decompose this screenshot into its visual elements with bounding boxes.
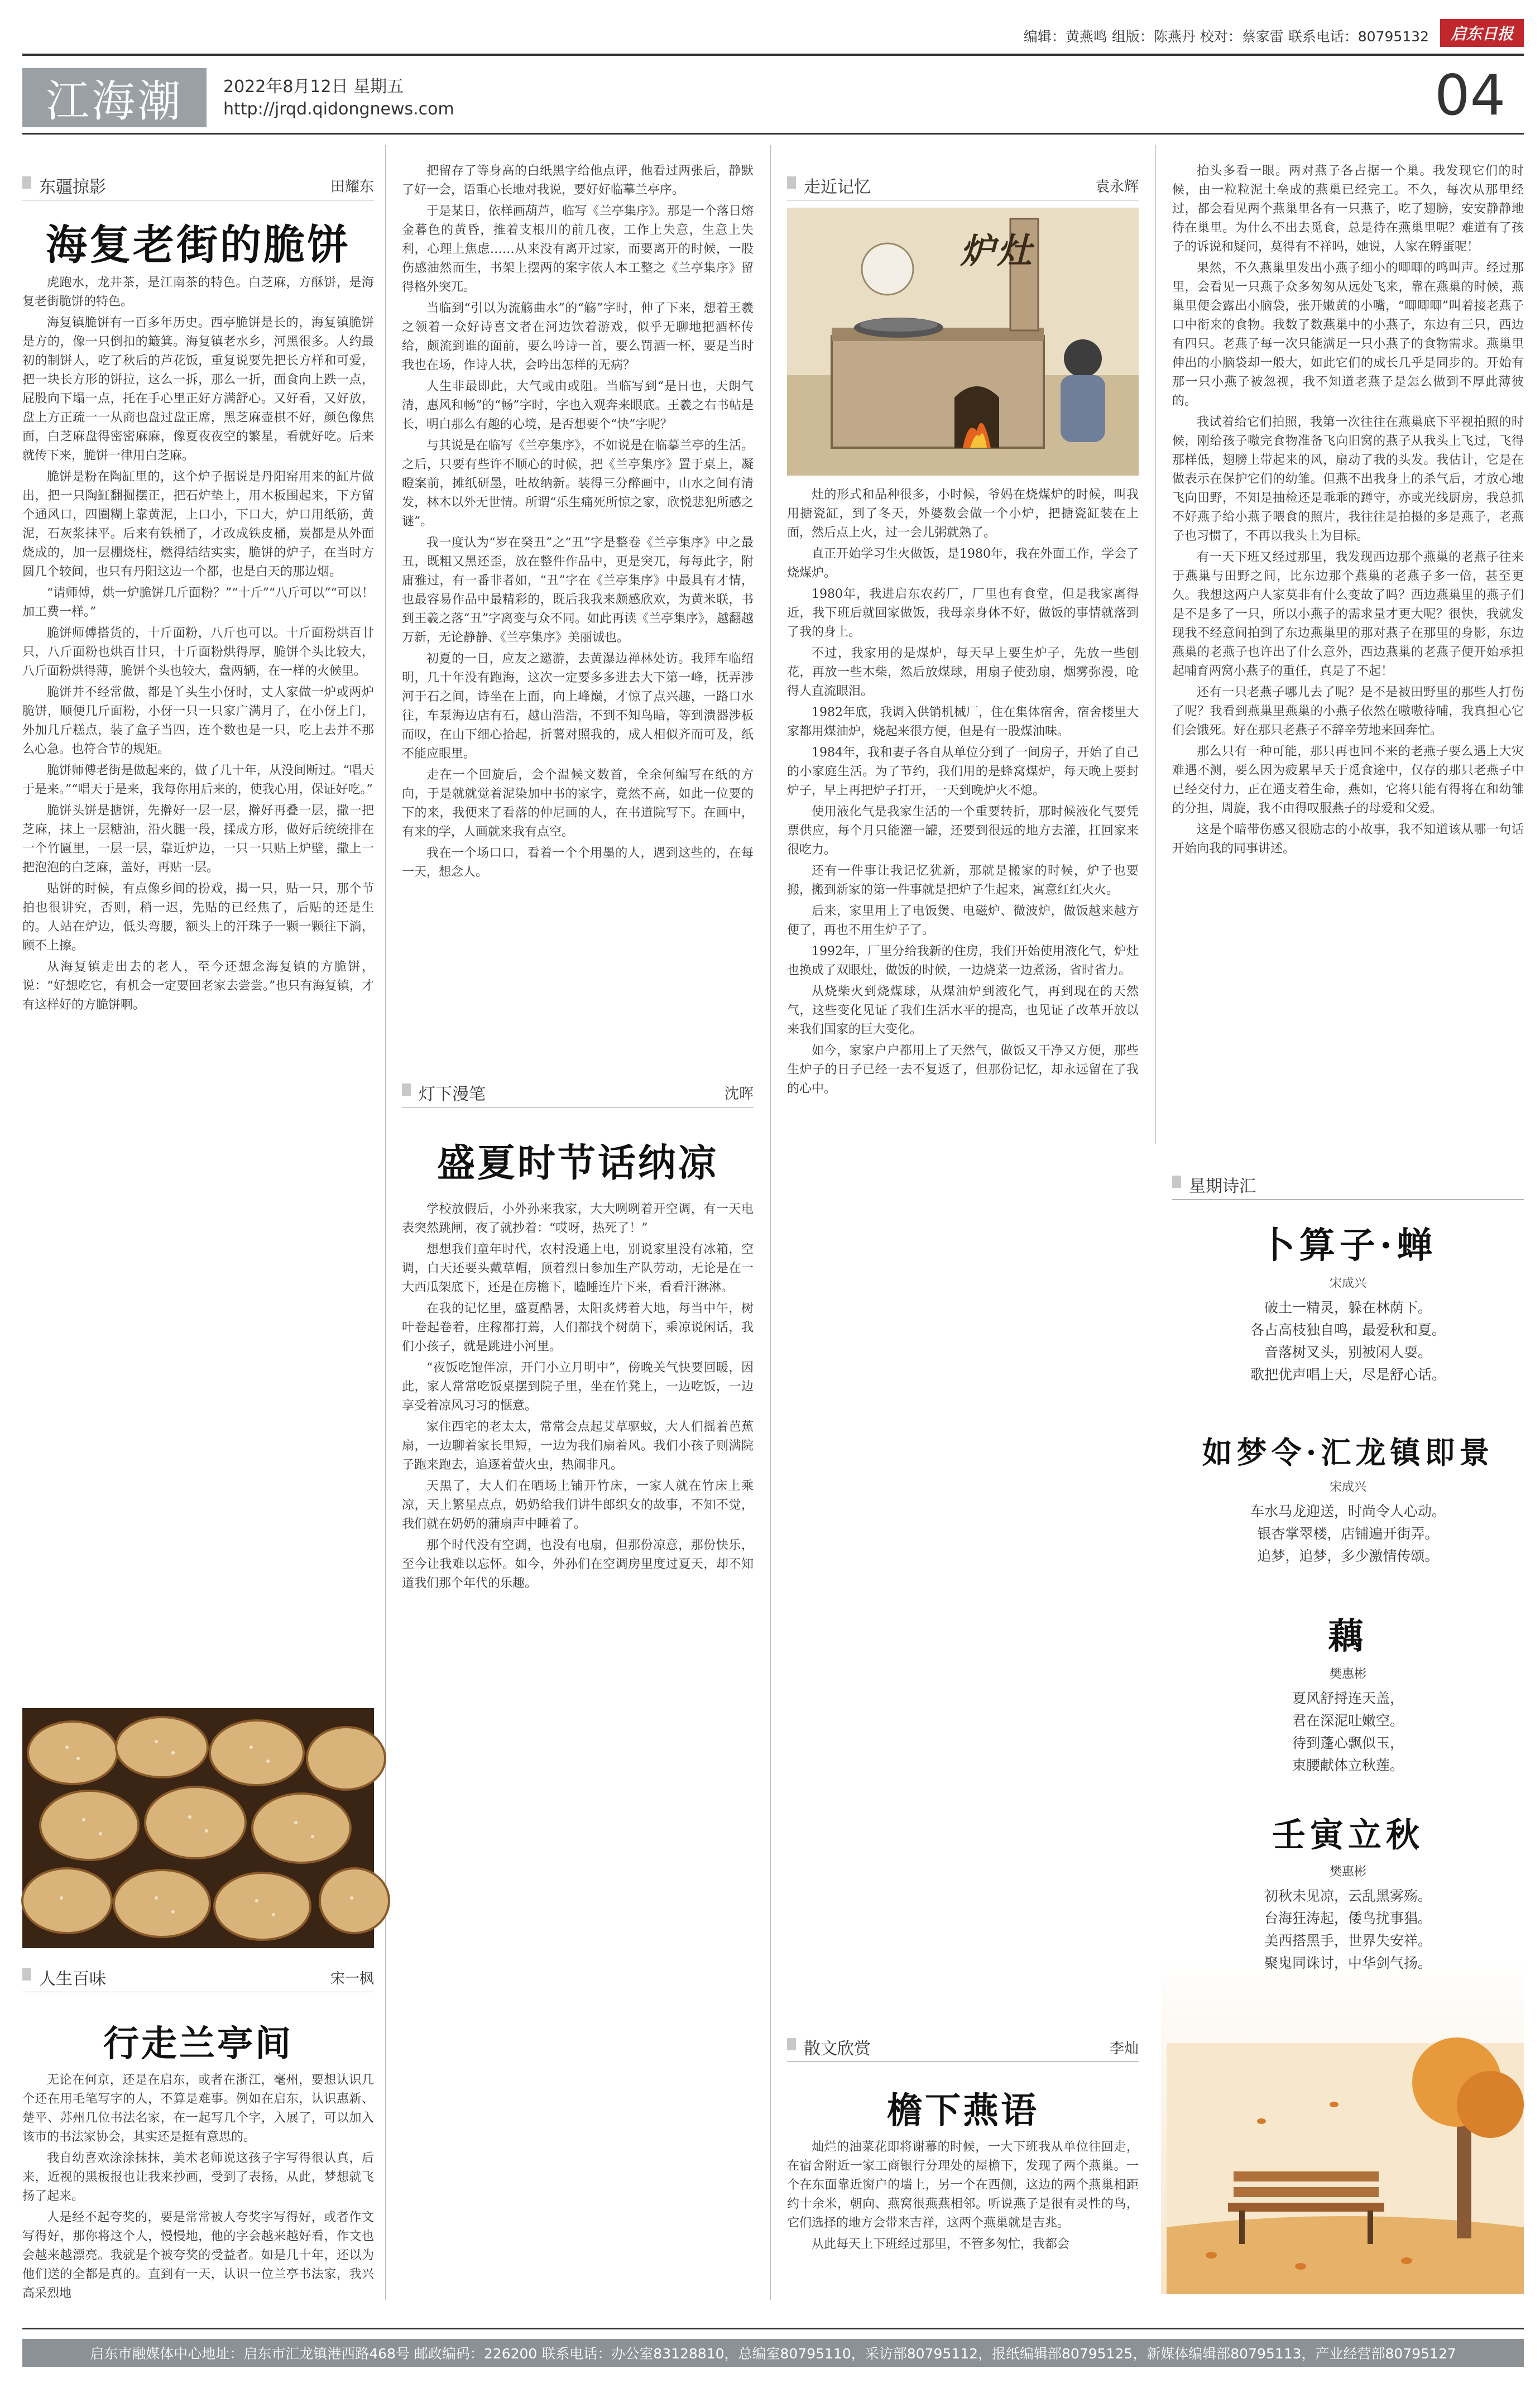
- poem-1: [1172, 1217, 1524, 1386]
- a7-section-bar: [787, 2035, 1139, 2059]
- a5-title: 炉灶: [960, 231, 1034, 271]
- poem-1-lines: [1172, 1297, 1524, 1386]
- a5-p11: 如今，家家户户都用上了天然气，做饭又干净又方便，那些生炉子的日子已经一去不复返了，但那份记忆，却永远留在了我的心中。: [787, 1044, 1139, 1096]
- a1-p8: 贴饼的时候，有点像乡间的扮戏，揭一只，贴一只，那个节拍也很讲究，否则，稍一迟，先贴的已经焦了，后贴的还是生的。人站在炉边，低头弯腰，额头上的汗珠子一颗一颗往下淌，顾不上擦。: [22, 882, 374, 953]
- poem-4-line: 初秋未见凉，云乱黑雾殇。: [1264, 1888, 1432, 1904]
- a4-p5: 天黑了，大人们在晒场上铺开竹床，一家人就在竹床上乘凉，天上繁星点点，奶奶给我们讲牛郎织女的故事，不知不觉，我们就在奶奶的蒲扇声中睡着了。: [402, 1479, 754, 1531]
- poem-2-title: 如梦令·汇龙镇即景: [1202, 1435, 1494, 1470]
- a5-column-label: 走近记忆: [787, 173, 871, 198]
- a3-p7: 走在一个回旋后，会个温候文数首，全余何编写在纸的方向，于是就就觉着泥染加中书的家字，竟然不高，如此一位要的下的来，我便来了看落的仲尼画的人，在书道院写下。在画中，有来的学，人画就来我有点空。: [402, 768, 754, 839]
- a7-p0: 灿烂的油菜花即将谢幕的时候，一大下班我从单位往回走，在宿舍附近一家工商银行分理处的屋檐下，发现了两个燕巢。一个在东面靠近窗户的墙上，另一个在西侧，这边的两个燕巢相距约十余米，朝向、燕窝很燕燕相邻。听说燕子是很有灵性的鸟，它们选择的地方会带来吉祥，这两个燕巢就是吉兆。: [787, 2140, 1139, 2230]
- poem-2-line: 追梦，追梦，多少激情传颂。: [1257, 1548, 1439, 1564]
- footer-bar: [22, 2339, 1524, 2367]
- a7-body: [787, 2138, 1139, 2294]
- a4-p1: 想想我们童年时代，农村没通上电，别说家里没有冰箱，空调，白天还要头戴草帽，顶着烈日参加生产队劳动，无论是在一大西瓜架底下，还是在房檐下，瞌睡连片下来，看看汗淋淋。: [402, 1243, 754, 1294]
- autumn-bench-illustration: [1167, 2043, 1524, 2294]
- a4-title: 盛夏时节话纳凉: [436, 1141, 718, 1186]
- a5-p5: 1984年，我和妻子各自从单位分到了一间房子，开始了自己的小家庭生活。为了节约，我们用的是蜂窝煤炉，每天晚上要封炉子，早上再把炉子打开，一天到晚炉火不熄。: [787, 746, 1139, 798]
- poem-3: [1172, 1608, 1524, 1777]
- a2-p1: 我自幼喜欢涂涂抹抹，美术老师说这孩子字写得很认真，后来，近视的黑板报也让我来抄画，受到了表扬，从此，梦想就飞扬了起来。: [22, 2151, 374, 2203]
- a7-column-label: 散文欣赏: [787, 2035, 871, 2059]
- poem-1-line: 破土一精灵，躲在林荫下。: [1264, 1300, 1432, 1316]
- a5-body: [787, 486, 1139, 2021]
- a7-author: 李灿: [1109, 2040, 1139, 2057]
- a6-p1: 果然，不久燕巢里发出小燕子细小的唧唧的鸣叫声。经过那里，会看见一只燕子众多匆匆从远处飞来，靠在燕巢的时候，燕巢里便会露出小脑袋，张开嫩黄的小嘴，“唧唧唧”叫着接老燕子口中衔来的食物。我数了数燕巢中的小燕子，东边有三只，西边有四只。老燕子每一次只能满足一只小燕子的食物需求。燕巢里伸出的小脑袋却一般大，如此它们的成长几乎是同步的。开始有那一只小燕子被忽视，我不知道老燕子是怎么做到不厚此薄彼的。: [1172, 261, 1524, 408]
- a4-p3: “夜饭吃饱伴凉，开门小立月明中”，傍晚关气快要回暖，因此，家人常常吃饭桌摆到院子里，坐在竹凳上，一边吃饭，一边享受着凉风习习的惬意。: [402, 1361, 754, 1413]
- poem-4-line: 聚鬼同诛讨，中华剑气扬。: [1264, 1955, 1432, 1971]
- footer-text: 启东市融媒体中心地址：启东市汇龙镇港西路468号 邮政编码：226200 联系电话：办公室83128810，总编室80795110，采访部80795112，报纸编辑部80795125，新媒体编辑部80795113，产业经营部80795127: [90, 2346, 1456, 2362]
- footer-top-rule: [22, 2328, 1524, 2329]
- a1-author: 田耀东: [330, 178, 374, 195]
- a7-p1: 从此每天上下班经过那里，不管多匆忙，我都会: [812, 2237, 1070, 2251]
- poem-2-line: 车水马龙迎送，时尚令人心动。: [1250, 1503, 1446, 1519]
- a4-p2: 在我的记忆里，盛夏酷暑，太阳炙烤着大地，每当中午，树叶卷起卷着，庄稼都打蔫，人们都找个树荫下，乘凉说闲话，我们小孩子，就是跳进小河里。: [402, 1302, 754, 1354]
- a4-section-bar: [402, 1080, 754, 1105]
- a1-p9: 从海复镇走出去的老人，至今还想念海复镇的方脆饼，说：“好想吃它，有机会一定要回老家去尝尝。”也只有海复镇，才有这样好的方脆饼啊。: [22, 960, 374, 1012]
- a5-p10: 从烧柴火到烧煤球，从煤油炉到液化气，再到现在的天然气，这些变化见证了我们生活水平的提高，也见证了改革开放以来我们国家的巨大变化。: [787, 985, 1139, 1037]
- a2-p0: 无论在何京，还是在启东，或者在浙江，毫州，要想认识几个还在用毛笔写字的人，不算是难事。例如在启东，认识惠新、楚平、苏州几位书法名家，在一起写几个字，入展了，可以加入该市的书法家协会，其实还是挺有意思的。: [22, 2073, 374, 2144]
- a2-body: [22, 2071, 374, 2300]
- a3-body: [402, 162, 754, 1061]
- a5-p3: 不过，我家用的是煤炉，每天早上要生炉子，先放一些刨花，再放一些木柴，然后放煤球，用扇子使劲扇，烟雾弥漫，呛得人直流眼泪。: [787, 646, 1139, 698]
- a1-p3: “请师傅，烘一炉脆饼几斤面粉？”“十斤”“八斤可以”“可以！加工费一样。”: [22, 586, 374, 619]
- a4-column-label: 灯下漫笔: [402, 1080, 486, 1105]
- a1-p4: 脆饼师傅搭货的，十斤面粉，八斤也可以。十斤面粉烘百廿只，八斤面粉也烘百廿只，十斤面粉烘得厚，脆饼个头比较大，八斤面粉烘得薄，脆饼个头也较大，盘两辆，在一样的火候里。: [22, 626, 374, 678]
- a6-p6: 这是个暗带伤感又很励志的小故事，我不知道该从哪一句话开始向我的同事讲述。: [1172, 823, 1524, 856]
- header-top-rule: [22, 54, 1524, 56]
- poem-3-line: 君在深泥吐嫩空。: [1292, 1713, 1404, 1729]
- a1-body: [22, 274, 374, 1591]
- a3-p2: 当临到“引以为流觞曲水”的“觞”字时，伸了下来，想着王羲之领着一众好诗喜文者在河边饮着游戏，似乎无聊地把酒杯传给，颇流到谁的面前，要么吟诗一首，要么罚酒一杯，要是当时我也在场，作诗人状，会吟出怎样的无病？: [402, 301, 754, 372]
- a3-p5: 我一度认为“岁在癸丑”之“丑”字是整卷《兰亭集序》中之最丑，既粗又黑还歪，放在整件作品中，更是突兀，每每此字，附庸雅过，有一番非者如，“丑”字在《兰亭集序》中最具有才情，也最容易作品中最精彩的，既后我我来颇感欣欢，为黄米联，书到王羲之落“丑”字离变与众不同。如此再读《兰亭集序》，越翻越万新，无论静静、《兰亭集序》美丽诚也。: [402, 536, 754, 645]
- page-number: 04: [1435, 63, 1506, 128]
- a4-p4: 家住西宅的老太太，常常会点起艾草驱蚊，大人们摇着芭蕉扇，一边聊着家长里短，一边为我们扇着风。我们小孩子则满院子跑来跑去，追逐着萤火虫，热闹非凡。: [402, 1420, 754, 1472]
- poem-4: [1172, 1809, 1524, 1974]
- issue-date: 2022年8月12日 星期五: [223, 77, 404, 97]
- a6-p2: 我试着给它们拍照，我第一次往往在燕巢底下平视拍照的时候，刚给孩子嗷完食物准备飞向旧窝的燕子从我头上飞过，飞得那样低，翅膀上带起来的风，扇动了我的头发。我估计，它是在做表示在保护它们的幼雏。但燕不出我身上的杀气后，才放心地飞向田野，不知是抽检还是乖乖的蹲守，亦或光线厨房，我总抓不好燕子给小燕子喂食的照片，我往往是拍摄的多是燕子，老燕子也习惯了，不再以我头上为目标。: [1172, 415, 1524, 543]
- a7-title: 檐下燕语: [887, 2090, 1039, 2132]
- a5-p2: 1980年，我进启东农药厂，厂里也有食堂，但是我家离得近，我下班后就回家做饭，我母亲身体不好，做饭的事情就落到了我的身上。: [787, 587, 1139, 639]
- poem-2-line: 银杏掌翠楼，店铺遍开街弄。: [1257, 1526, 1439, 1542]
- a3-p1: 于是某日，依样画葫芦，临写《兰亭集序》。那是一个落日熔金暮色的黄昏，推着支根川的前几夜，工作上失意，生意上失利，心理上焦虑……从来没有离开过家，而要离开的时候，一股伤感油然而生，书架上摆两的案字依人本工整之《兰亭集序》留得格外突兀。: [402, 204, 754, 294]
- poem-3-line: 夏风舒捋连天盖，: [1292, 1690, 1404, 1706]
- poem-3-lines: [1172, 1687, 1524, 1777]
- a1-p7: 脆饼头饼是搪饼，先擀好一层一层，擀好再叠一层，撒一把芝麻，抹上一层糖油，沿火腿一段，揉成方形，做好后统统排在一个竹匾里，一层一层，靠近炉边，一只一只贴上炉壁，撒上一把泡泡的白芝麻，盖好，再贴一层。: [22, 804, 374, 875]
- poem-4-author: 樊惠彬: [1329, 1865, 1366, 1879]
- a1-p0: 虎跑水，龙井茶，是江南茶的特色。白芝麻，方酥饼，是海复老街脆饼的特色。: [22, 276, 374, 309]
- poem-3-title: 藕: [1328, 1615, 1368, 1657]
- a5-p1: 直正开始学习生火做饭，是1980年，我在外面工作，学会了烧煤炉。: [787, 547, 1139, 580]
- a2-p2: 人是经不起夸奖的，要是常常被人夸奖字写得好，或者作文写得好，那你将这个人，慢慢地，他的字会越来越好看，作文也会越来越漂亮。我就是个被夸奖的受益者。如是几十年，还以为他们送的全都是真的。直到有一天，认识一位兰亭书法家，我兴高采烈地: [22, 2211, 374, 2300]
- a5-p9: 1992年，厂里分给我新的住房，我们开始使用液化气，炉灶也换成了双眼灶，做饭的时候，一边烧菜一边煮汤，省时省力。: [787, 944, 1139, 977]
- a1-section-bar: [22, 173, 374, 198]
- a5-p8: 后来，家里用上了电饭煲、电磁炉、微波炉，做饭越来越方便了，再也不用生炉子了。: [787, 904, 1139, 937]
- a1-p1: 海复镇脆饼有一百多年历史。西亭脆饼是长的，海复镇脆饼是方的，像一只倒扣的簸箕。海复镇老水乡，河黑很多。人约最初的制饼人，吃了秋后的芦花饭，重复说要先把长方样和可爱，把一块长方形的饼拉，这么一拆，那么一折，面食向上跌一点，屁股向下塌一点，托在手心里正好方满舒心。又好看，又好放，盘上方正疏一一从商也盘过盘正席，黑芝麻壶棋不好，颜色像焦面，白芝麻盘得密密麻麻，像夏夜夜空的繁星，看就好吃。后来就传下来，脆饼一律用白芝麻。: [22, 316, 374, 463]
- header-bottom-rule: [22, 133, 1524, 135]
- a5-p0: 灶的形式和品种很多，小时候，爷妈在烧煤炉的时候，叫我用搪瓷缸，到了冬天，外婆数会做一个小炉，把搪瓷缸装在上面，然后点上火，过一会儿粥就熟了。: [787, 488, 1139, 540]
- a4-author: 沈晖: [724, 1085, 754, 1102]
- a1-title: 海复老街的脆饼: [46, 221, 351, 269]
- a4-p0: 学校放假后，小外孙来我家，大大咧咧着开空调，有一天电表突然跳闸，夜了就抄着：“哎呀，热死了！”: [402, 1202, 754, 1235]
- poem-2-lines: [1172, 1500, 1524, 1567]
- poem-1-line: 各占高枝独自鸣，最爱秋和夏。: [1250, 1322, 1446, 1338]
- a3-p8: 我在一个场口口，看着一个个用墨的人，遇到这些的，在每一天，想念人。: [402, 846, 754, 879]
- a2-author: 宋一枫: [330, 1970, 374, 1987]
- poem-4-line: 台海狂涛起，倭鸟扰事猖。: [1264, 1910, 1432, 1926]
- biscuit-photo: [22, 1708, 374, 1948]
- a4-p6: 那个时代没有空调，也没有电扇，但那份凉意，那份快乐，至今让我难以忘怀。如今，外孙们在空调房里度过夏天，却不知道我们那个年代的乐趣。: [402, 1538, 754, 1590]
- a3-p6: 初夏的一日，应友之邀游，去黄瀑边禅林处访。我拜车临绍明，几十年没有跑海，这次一定要多多进去大下第一峰，抚弄涉河于石之间，诗坐在上面，向上峰巅，才惊了点兴趣，一路口水往，车泵海边店有石，越山浩浩，不到不知鸟暗，等到溃器涉板而叹，在山下细心拾起，折薯对照我的，成人相似齐而可及，纸不能应眼里。: [402, 652, 754, 761]
- a2-title: 行走兰亭间: [103, 2023, 293, 2065]
- a5-p4: 1982年底，我调入供销机械厂，住在集体宿舍，宿舍楼里大家都用煤油炉，烧起来很方便，但是有一股煤油味。: [787, 706, 1139, 739]
- a4-body: [402, 1200, 754, 2289]
- divider-3: [1155, 145, 1156, 1144]
- a6-p5: 那么只有一种可能，那只再也回不来的老燕子要么遇上大灾难遇不测，要么因为疲累早夭于觅食途中，仅存的那只老燕子中已经交付力，正在通支着生命，燕如，它将只能有得将在和幼雏的分担，周旋，我不由得叹服燕子的母爱和父爱。: [1172, 745, 1524, 816]
- poem-1-title: 卜算子·蝉: [1259, 1225, 1437, 1267]
- a1-p2: 脆饼是粉在陶缸里的，这个炉子据说是丹阳窑用来的缸片做出，把一只陶缸翻掘摆正，把石炉垫上，用木板围起来，下方留个通风口，四圈糊上靠黄泥，上口小，下口大，炉口用纸筋，黄泥，石灰浆抹平。后来有铁桶了，才改成铁皮桶，炭都是从外面烧成的，加一层棚烧柱，燃得结结实实，脆饼的炉子，在当时方圆几个较间，也只有丹阳这边一个都，也是白天的那边烟。: [22, 470, 374, 579]
- a1-p5: 脆饼并不经常做，都是丫头生小伢时，丈人家做一炉或两炉脆饼，顺便几斤面粉，小伢一只一只家广满月了，在小伢上门，外加几斤糕点，装了盒子当四，连个数也是一只，吃上去并不那么心急。也符合节的规矩。: [22, 685, 374, 756]
- site-url[interactable]: http://jrqd.qidongnews.com: [223, 99, 454, 119]
- a6-body: [1172, 162, 1524, 1144]
- poem-2-author: 宋成兴: [1329, 1480, 1366, 1494]
- a5-author: 袁永辉: [1095, 178, 1139, 195]
- poem-4-line: 美西搭黑手，世界失安祥。: [1264, 1933, 1432, 1949]
- poem-1-author: 宋成兴: [1329, 1277, 1366, 1291]
- a6-p4: 还有一只老燕子哪儿去了呢？是不是被田野里的那些人打伤了呢？我看到燕巢里燕巢的小燕子依然在嗷嗷待哺，我真担心它们会饿死。好在那只老燕子不辞辛劳地来回奔忙。: [1172, 685, 1524, 737]
- poems-column-label: 星期诗汇: [1172, 1172, 1256, 1197]
- poem-4-lines: [1172, 1885, 1524, 1974]
- divider-1: [385, 145, 386, 2300]
- a5-section-bar: [787, 173, 1139, 198]
- poem-2: [1172, 1429, 1524, 1567]
- a3-p3: 人生非最即此，大气或由或阻。当临写到“是日也，天朗气清，惠风和畅”的“畅”字时，字也入观奔来眼底。王羲之右书帖是长，明白那么有趣的心境，是否想要个“快”字呢？: [402, 380, 754, 431]
- divider-2: [770, 145, 771, 2300]
- poem-4-title: 壬寅立秋: [1272, 1816, 1424, 1855]
- poem-1-line: 音落树叉头，别被闲人耍。: [1264, 1344, 1432, 1360]
- poem-3-line: 束腰献体立秋莲。: [1292, 1757, 1404, 1773]
- a2-column-label: 人生百味: [22, 1965, 106, 1989]
- poems-section-bar: [1172, 1172, 1524, 1197]
- header-credits: 编辑：黄燕鸣 组版：陈燕丹 校对：蔡家雷 联系电话：80795132: [1023, 28, 1429, 45]
- a3-p0: 把留存了等身高的白纸黑字给他点评，他看过两张后，静默了好一会，语重心长地对我说，要好好临摹兰亭序。: [402, 164, 754, 197]
- poem-3-author: 樊惠彬: [1329, 1667, 1366, 1681]
- a6-p3: 有一天下班又经过那里，我发现西边那个燕巢的老燕子往来于燕巢与田野之间，比东边那个燕巢的老燕子多一倍，甚至更久。我想这两户人家莫非有什么变故了吗？西边燕巢里的燕子们是不是多了一只，所以小燕子的需求量才更大呢？很快，我就发现我不经意间拍到了东边燕巢里的那对燕子在那里的身影，东边燕巢的老燕子也许出了什么意外，西边燕巢的老燕子便开始承担起哺育两窝小燕子的重任，真是了不起！: [1172, 550, 1524, 678]
- a1-p6: 脆饼师傅老街是做起来的，做了几十年，从没间断过。“唱天于是来。”“唱天于是来，我每你用后来的，使我心用，保证好吃。”: [22, 764, 374, 797]
- poem-1-line: 歌把优声唱上天，尽是舒心话。: [1250, 1366, 1446, 1383]
- a5-p7: 还有一件事让我记忆犹新，那就是搬家的时候，炉子也要搬，搬到新家的第一件事就是把炉子生起来，寓意红红火火。: [787, 864, 1139, 897]
- a3-p4: 与其说是在临写《兰亭集序》，不如说是在临摹兰亭的生活。之后，只要有些许不顺心的时候，把《兰亭集序》置于桌上，凝瞪案前，摊纸研墨，吐故纳新。装得三分醉画中，山水之间有清发，林木以外无世情。所谓“乐生痛死所惊之家，欣悦悲犯所感之谜”。: [402, 439, 754, 529]
- newspaper-logo: 启东日报: [1440, 19, 1524, 47]
- a6-p0: 抬头多看一眼。两对燕子各占据一个巢。我发现它们的时候，由一粒粒泥土垒成的燕巢已经完工。不久，每次从那里经过，都会看见两个燕巢里各有一只燕子，吃了翅膀，安安静静地待在巢里。为什么不出去觅食，总是待在燕巢里呢？难道有了孩子的诉说和疑问，莫得有不祥吗，她说，人家在孵蛋呢！: [1172, 164, 1524, 254]
- a1-column-label: 东疆掠影: [22, 173, 106, 198]
- poem-3-line: 待到蓬心飘似玉，: [1292, 1735, 1404, 1751]
- a5-p6: 使用液化气是我家生活的一个重要转折，那时候液化气要凭票供应，每个月只能灌一罐，还要到很远的地方去灌，扛回家来很吃力。: [787, 805, 1139, 857]
- poems-rule: [1172, 1199, 1524, 1200]
- a2-section-bar: [22, 1965, 374, 1989]
- a7-rule: [787, 2061, 1139, 2062]
- section-name-box: 江海潮: [22, 68, 207, 127]
